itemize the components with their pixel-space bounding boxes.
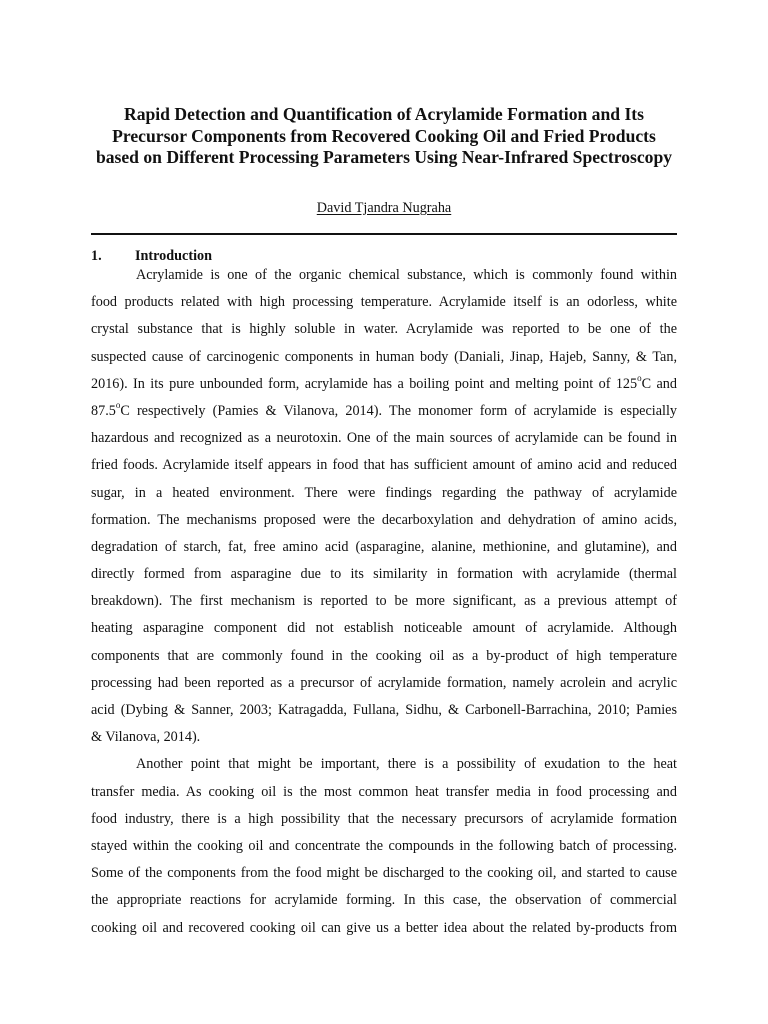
divider-rule (91, 233, 677, 235)
text-line: fried foods. Acrylamide itself appears in food that has sufficient amount of amino acid and reduced (91, 457, 677, 474)
text-line: sugar, in a heated environment. There were findings regarding the pathway of acrylamide (91, 484, 677, 501)
text-line: food industry, there is a high possibility that the necessary precursors of acrylamide formation (91, 810, 677, 827)
text-line: processing had been reported as a precursor of acrylamide formation, namely acrolein and acrylic (91, 674, 677, 691)
text-line: suspected cause of carcinogenic components in human body (Daniali, Jinap, Hajeb, Sanny, & Tan, (91, 348, 677, 365)
text-line: cooking oil and recovered cooking oil can give us a better idea about the related by-products from (91, 919, 677, 936)
text-line: crystal substance that is highly soluble in water. Acrylamide was reported to be one of the (91, 321, 677, 338)
text-segment: 87.5 (91, 402, 116, 419)
text-line: food products related with high processing temperature. Acrylamide itself is an odorless, white (91, 294, 677, 311)
superscript: o (115, 400, 121, 411)
text-segment: C respectively (Pamies & Vilanova, 2014). The monomer form of acrylamide is especially (120, 402, 677, 419)
text-line: degradation of starch, fat, free amino acid (asparagine, alanine, methionine, and glutamine), and (91, 538, 677, 555)
text-line: hazardous and recognized as a neurotoxin. One of the main sources of acrylamide can be found in (91, 430, 677, 447)
text-line: transfer media. As cooking oil is the most common heat transfer media in food processing and (91, 783, 677, 800)
author-name: David Tjandra Nugraha (316, 200, 452, 216)
text-line: directly formed from asparagine due to its similarity in formation with acrylamide (thermal (91, 566, 677, 583)
text-segment: C and (641, 375, 677, 392)
superscript: o (637, 373, 642, 384)
author-block (0, 199, 768, 217)
text-line: Some of the components from the food might be discharged to the cooking oil, and started to cause (91, 865, 677, 882)
body-text (91, 262, 677, 942)
text-line: stayed within the cooking oil and concentrate the compounds in the following batch of processing. (91, 837, 677, 854)
section-title: Introduction (135, 248, 212, 264)
text-line (91, 398, 677, 425)
title-line: Rapid Detection and Quantification of Acrylamide Formation and Its (124, 104, 644, 124)
text-line: acid (Dybing & Sanner, 2003; Katragadda, Fullana, Sidhu, & Carbonell-Barrachina, 2010; Pamies (91, 702, 677, 718)
text-line: heating asparagine component did not establish noticeable amount of acrylamide. Although (91, 620, 677, 637)
text-line: components that are commonly found in the cooking oil as a by-product of high temperature (91, 647, 677, 664)
text-line: the appropriate reactions for acrylamide forming. In this case, the observation of commercial (91, 892, 677, 909)
text-line: Another point that might be important, there is a possibility of exudation to the heat (136, 756, 677, 773)
text-segment: 2016). In its pure unbounded form, acrylamide has a boiling point and melting point of 125 (91, 375, 638, 392)
text-line: breakdown). The first mechanism is reported to be more significant, as a previous attempt of (91, 593, 677, 610)
text-line (91, 371, 677, 398)
title-line: Precursor Components from Recovered Cooking Oil and Fried Products (112, 125, 656, 146)
paper-title (60, 104, 708, 169)
text-line: & Vilanova, 2014). (91, 729, 201, 746)
text-line: formation. The mechanisms proposed were the decarboxylation and dehydration of amino acids, (91, 511, 677, 528)
section-number: 1. (91, 248, 102, 264)
text-line: Acrylamide is one of the organic chemical substance, which is commonly found within (136, 267, 677, 283)
title-line: based on Different Processing Parameters Using Near-Infrared Spectroscopy (95, 147, 673, 167)
